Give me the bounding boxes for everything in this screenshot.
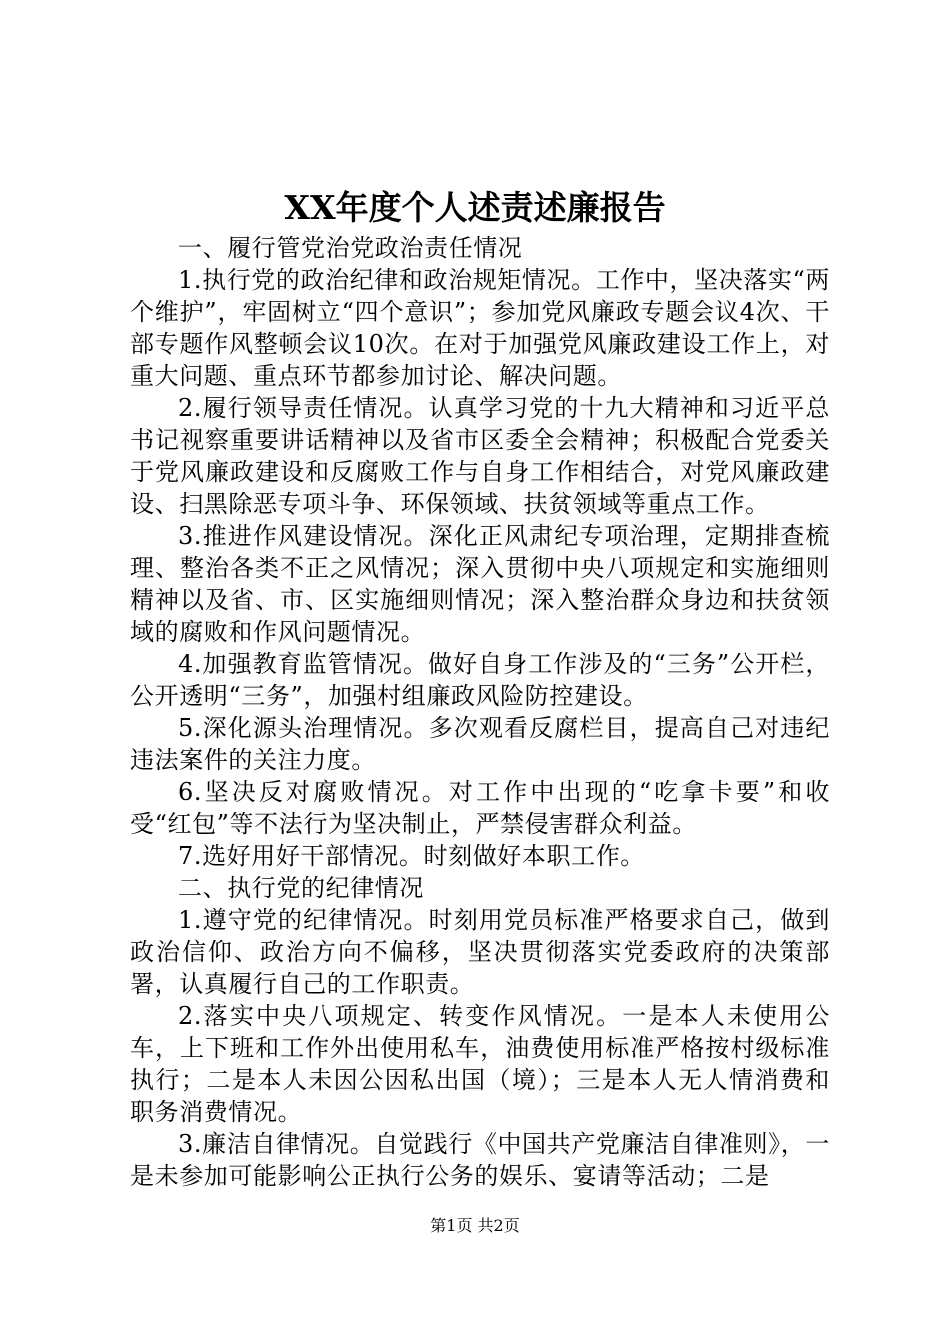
- paragraph: 7.选好用好干部情况。时刻做好本职工作。: [178, 842, 645, 870]
- paragraph: 3.推进作风建设情况。深化正风肃纪专项治理，定期排查梳理、整治各类不正之风情况；深入贯彻中央八项规定和实施细则精神以及省、市、区实施细则情况；深入整治群众身边和扶贫领域的腐败和作风问题情况。: [130, 522, 830, 646]
- section-heading: 一、履行管党治党政治责任情况: [178, 234, 523, 262]
- paragraph: 3.廉洁自律情况。自觉践行《中国共产党廉洁自律准则》，一是未参加可能影响公正执行公务的娱乐、宴请等活动；二是: [130, 1130, 830, 1190]
- paragraph: 6.坚决反对腐败情况。对工作中出现的“吃拿卡要”和收受“红包”等不法行为坚决制止，严禁侵害群众利益。: [130, 778, 830, 838]
- paragraph: 1.执行党的政治纪律和政治规矩情况。工作中，坚决落实“两个维护”，牢固树立“四个意识”；参加党风廉政专题会议4次、干部专题作风整顿会议10次。在对于加强党风廉政建设工作上，对重大问题、重点环节都参加讨论、解决问题。: [130, 266, 830, 390]
- section-heading: 二、执行党的纪律情况: [178, 874, 424, 902]
- paragraph: 2.履行领导责任情况。认真学习党的十九大精神和习近平总书记视察重要讲话精神以及省市区委全会精神；积极配合党委关于党风廉政建设和反腐败工作与自身工作相结合，对党风廉政建设、扫黑除恶专项斗争、环保领域、扶贫领域等重点工作。: [130, 394, 830, 518]
- document-title: XX年度个人述责述廉报告: [284, 188, 666, 227]
- paragraph: 2.落实中央八项规定、转变作风情况。一是本人未使用公车，上下班和工作外出使用私车，油费使用标准严格按村级标准执行；二是本人未因公因私出国（境）；三是本人无人情消费和职务消费情况。: [130, 1002, 830, 1126]
- paragraph: 1.遵守党的纪律情况。时刻用党员标准严格要求自己，做到政治信仰、政治方向不偏移，坚决贯彻落实党委政府的决策部署，认真履行自己的工作职责。: [130, 906, 830, 998]
- paragraph: 4.加强教育监管情况。做好自身工作涉及的“三务”公开栏，公开透明“三务”，加强村组廉政风险防控建设。: [130, 650, 830, 710]
- page-footer: 第1页 共2页: [430, 1216, 520, 1235]
- document-body: [130, 232, 830, 1192]
- paragraph: 5.深化源头治理情况。多次观看反腐栏目，提高自己对违纪违法案件的关注力度。: [130, 714, 830, 774]
